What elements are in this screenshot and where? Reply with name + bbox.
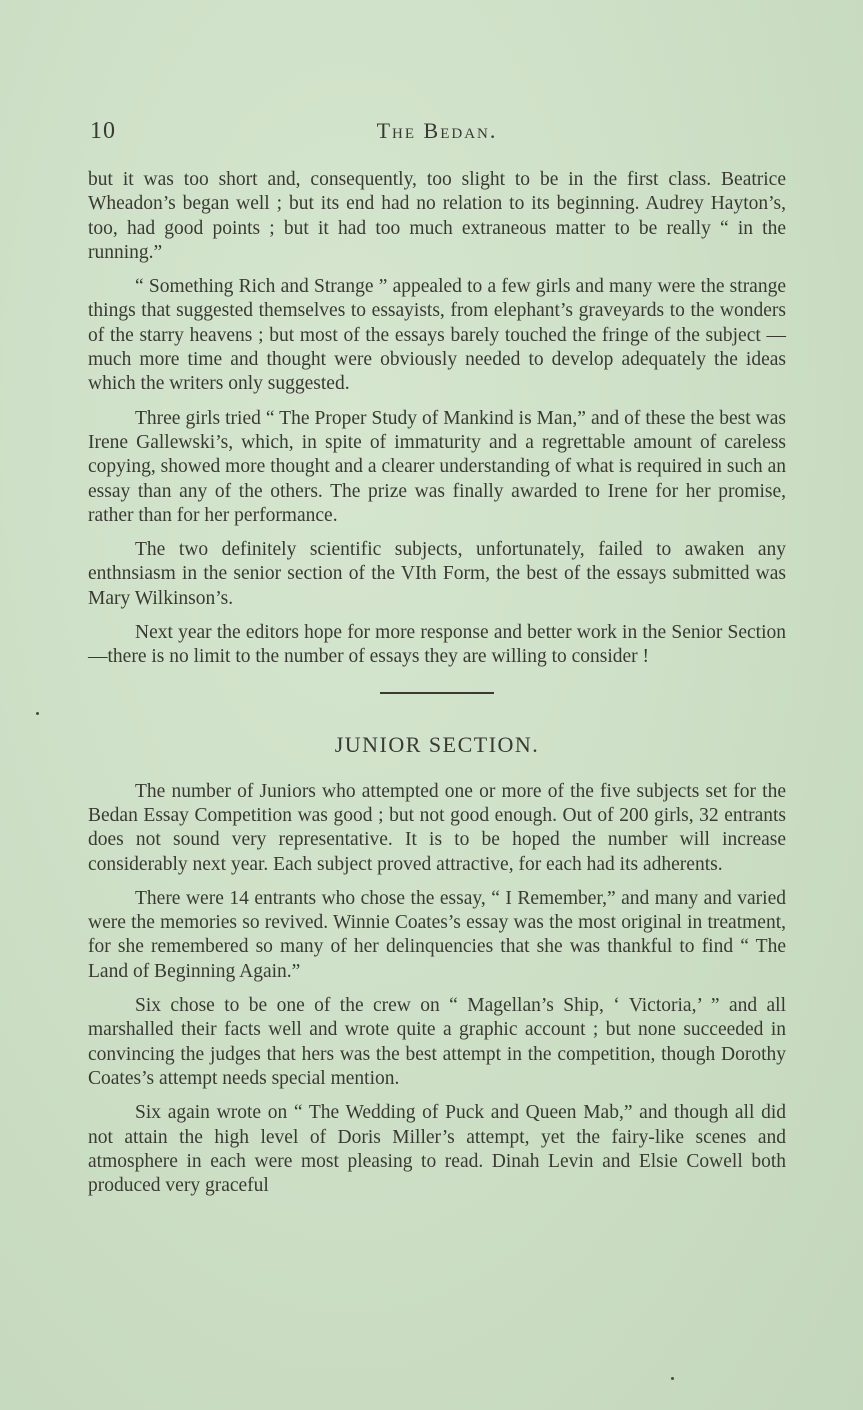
article-body [88, 168, 786, 1208]
paragraph: Six chose to be one of the crew on “ Magellan’s Ship, ‘ Victoria,’ ” and all marshalled their facts well and wrote quite a graphic account ; but none succeeded in convincing the judges that hers was the best attempt in the competition, though Dorothy Coates’s attempt needs special mention. [88, 995, 786, 1089]
running-title: The Bedan. [376, 118, 498, 143]
page-number: 10 [90, 118, 116, 144]
paragraph: There were 14 entrants who chose the essay, “ I Remember,” and many and varied were the memories so revived. Winnie Coates’s essay was the most original in treatment, for she remembered so many of her delinquencies that she was thankful to find “ The Land of Beginning Again.” [88, 887, 786, 982]
section-heading: JUNIOR SECTION. [334, 731, 540, 757]
paragraph: Six again wrote on “ The Wedding of Puck and Queen Mab,” and though all did not attain the high level of Doris Miller’s attempt, yet the fairy-like scenes and atmosphere in each were most pleasing to read. Dinah Levin and Elsie Cowell both produced very graceful [88, 1102, 786, 1197]
paragraph: The two definitely scientific subjects, unfortunately, failed to awaken any enthnsiasm in the senior section of the VIth Form, the best of the essays submitted was Mary Wilkinson’s. [88, 539, 786, 609]
paragraph: The number of Juniors who attempted one or more of the five subjects set for the Bedan Essay Competition was good ; but not good enough. Out of 200 girls, 32 entrants does not sound very representative. It is to be hoped the number will increase considerably next year. Each subject proved attractive, for each had its adherents. [88, 780, 786, 875]
paper-speck [36, 712, 39, 715]
paragraph: Three girls tried “ The Proper Study of Mankind is Man,” and of these the best was Irene Gallewski’s, which, in spite of immaturity and a regrettable amount of careless copying, showed more thought and a clearer understanding of what is required in such an essay than any of the others. The prize was finally awarded to Irene for her promise, rather than for her performance. [88, 407, 786, 526]
section-divider [380, 692, 494, 694]
paragraph: but it was too short and, consequently, too slight to be in the first class. Beatrice Wheadon’s began well ; but its end had no relation to its beginning. Audrey Hayton’s, too, had good points ; but it had too much extraneous matter to be really “ in the running.” [88, 169, 786, 263]
paragraph: Next year the editors hope for more response and better work in the Senior Section—there is no limit to the number of essays they are willing to consider ! [88, 622, 786, 668]
paragraph: “ Something Rich and Strange ” appealed to a few girls and many were the strange things that suggested themselves to essayists, from elephant’s graveyards to the wonders of the starry heavens ; but most of the essays barely touched the fringe of the subject — much more time and thought were obviously needed to develop adequately the ideas which the writers only suggested. [88, 276, 786, 395]
page-header [88, 118, 786, 154]
paper-speck [671, 1377, 674, 1380]
